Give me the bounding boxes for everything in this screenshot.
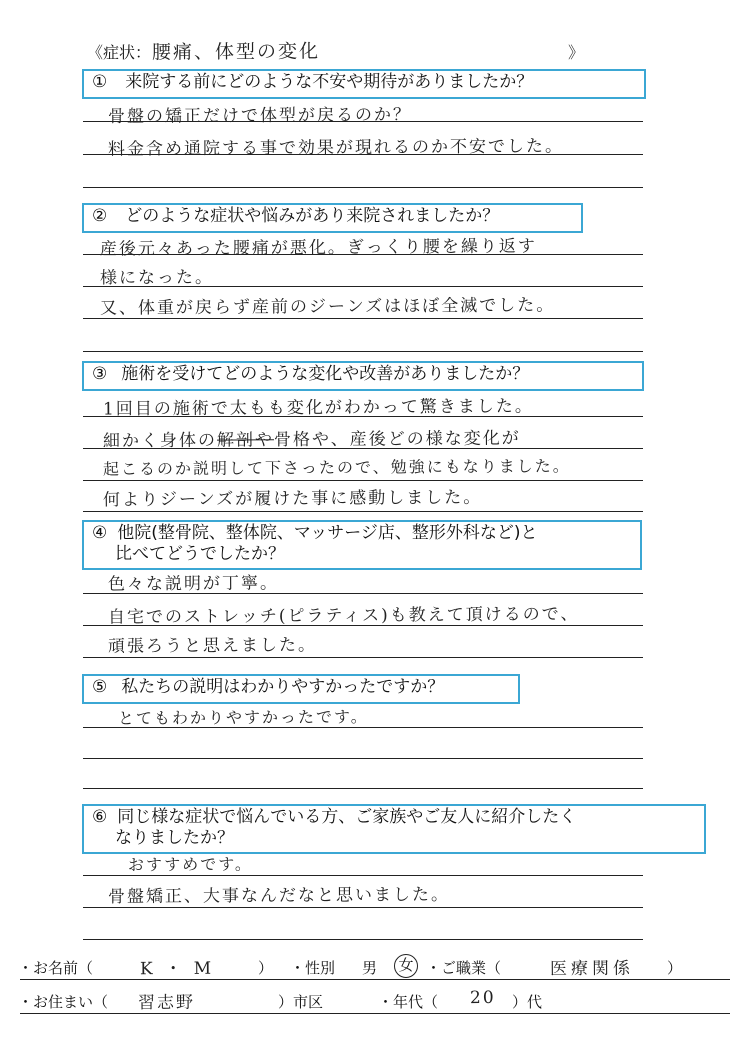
question-5 (92, 676, 444, 698)
question-1-text: 来院する前にどのような不安や期待がありましたか？ (125, 72, 534, 92)
answer-rule (83, 254, 643, 255)
answer-3-line-2a: 細かく身体の (102, 430, 218, 452)
symptom-suffix: 》 (568, 43, 585, 62)
answer-1-line-2: 料金含め通院する事で効果が現れるのか不安でした。 (107, 136, 565, 160)
answer-2-line-2: 様になった。 (99, 267, 215, 289)
answer-2-line-1: 産後元々あった腰痛が悪化。ぎっくり腰を繰り返す (99, 236, 537, 260)
question-4-number: ④ (92, 523, 108, 543)
answer-3-line-2b: 骨格や、産後どの様な変化が (273, 428, 521, 451)
question-4 (92, 522, 538, 544)
answer-3-line-4: 何よりジーンズが履けた事に感動しました。 (102, 487, 483, 511)
answer-rule (83, 875, 643, 876)
answer-rule (83, 286, 643, 287)
answer-rule (83, 593, 643, 594)
answer-rule (83, 625, 643, 626)
gender-male: 男 (362, 959, 378, 977)
gender-female: 女 (394, 954, 418, 978)
question-2-text: どのような症状や悩みがあり来院されましたか？ (125, 206, 500, 226)
answer-2-line-3: 又、体重が戻らず産前のジーンズはほぼ全滅でした。 (99, 295, 556, 319)
question-2 (92, 205, 499, 227)
answer-rule (83, 657, 643, 658)
answer-rule (83, 758, 643, 759)
address-label: ・お住まい（ (18, 993, 109, 1011)
answer-4-line-3: 頑張ろうと思えました。 (107, 635, 318, 657)
question-6-number: ⑥ (92, 807, 108, 827)
age-value: 20 (469, 987, 496, 1009)
gender-label: ・性別 (290, 959, 336, 977)
question-6-text-1: 同じ様な症状で悩んでいる方、ご家族やご友人に紹介したく (117, 807, 577, 827)
answer-rule (83, 154, 643, 155)
answer-6-line-2: 骨盤矯正、大事なんだなと思いました。 (107, 884, 451, 908)
answer-rule (83, 416, 643, 417)
answer-rule (83, 511, 643, 512)
answer-rule (83, 448, 643, 449)
gender-female-circled (394, 954, 418, 978)
name-label: ・お名前（ (18, 959, 94, 977)
job-label: ・ご職業（ (426, 959, 502, 977)
address-value: 習志野 (137, 992, 196, 1014)
question-4-line-2: 比べてどうでしたか？ (115, 544, 285, 564)
age-close: ）代 (512, 993, 543, 1011)
question-5-text: 私たちの説明はわかりやすかったですか？ (121, 677, 445, 697)
answer-1-line-1: 骨盤の矯正だけで体型が戻るのか？ (107, 104, 413, 128)
age-label: ・年代（ (378, 993, 439, 1011)
question-1-number: ① (92, 72, 108, 92)
question-3 (92, 363, 529, 385)
answer-rule (83, 939, 643, 940)
question-4-text-1: 他院(整骨院、整体院、マッサージ店、整形外科など)と (117, 523, 538, 543)
question-3-text: 施術を受けてどのような変化や改善がありましたか？ (121, 364, 530, 384)
job-close: ） (667, 959, 683, 977)
answer-4-line-1: 色々な説明が丁寧。 (107, 573, 280, 595)
answer-4-line-2: 自宅でのストレッチ(ピラティス)も教えて頂けるので、 (107, 604, 580, 628)
answer-5-line-1: とてもわかりやすかったです。 (117, 707, 369, 728)
question-6-line-2: なりましたか？ (115, 828, 234, 848)
name-value: K・M (139, 958, 224, 980)
question-6 (92, 806, 576, 828)
answer-6-line-1: おすすめです。 (127, 854, 253, 875)
answer-rule (83, 727, 643, 728)
footer-rule-2 (20, 1013, 730, 1014)
answer-rule (83, 121, 643, 122)
answer-rule (83, 318, 643, 319)
question-2-number: ② (92, 206, 108, 226)
answer-rule (83, 187, 643, 188)
answer-3-line-3: 起こるのか説明して下さったので、勉強にもなりました。 (102, 456, 571, 479)
answer-rule (83, 788, 643, 789)
name-close: ） (258, 959, 274, 977)
answer-rule (83, 907, 643, 908)
question-5-number: ⑤ (92, 677, 108, 697)
footer-rule-1 (20, 979, 730, 980)
symptom-value: 腰痛、体型の変化 (151, 40, 321, 64)
job-value: 医療関係 (549, 958, 635, 980)
symptom-prefix: 《症状： (87, 43, 152, 62)
question-1 (92, 71, 533, 93)
answer-rule (83, 480, 643, 481)
question-3-number: ③ (92, 364, 108, 384)
answer-3-line-1: 1回目の施術で太もも変化がわかって驚きました。 (102, 396, 534, 420)
answer-rule (83, 351, 643, 352)
answer-3-struck-word: 解剖や (216, 430, 275, 451)
address-close: ）市区 (278, 993, 324, 1011)
symptom-header (87, 40, 151, 63)
